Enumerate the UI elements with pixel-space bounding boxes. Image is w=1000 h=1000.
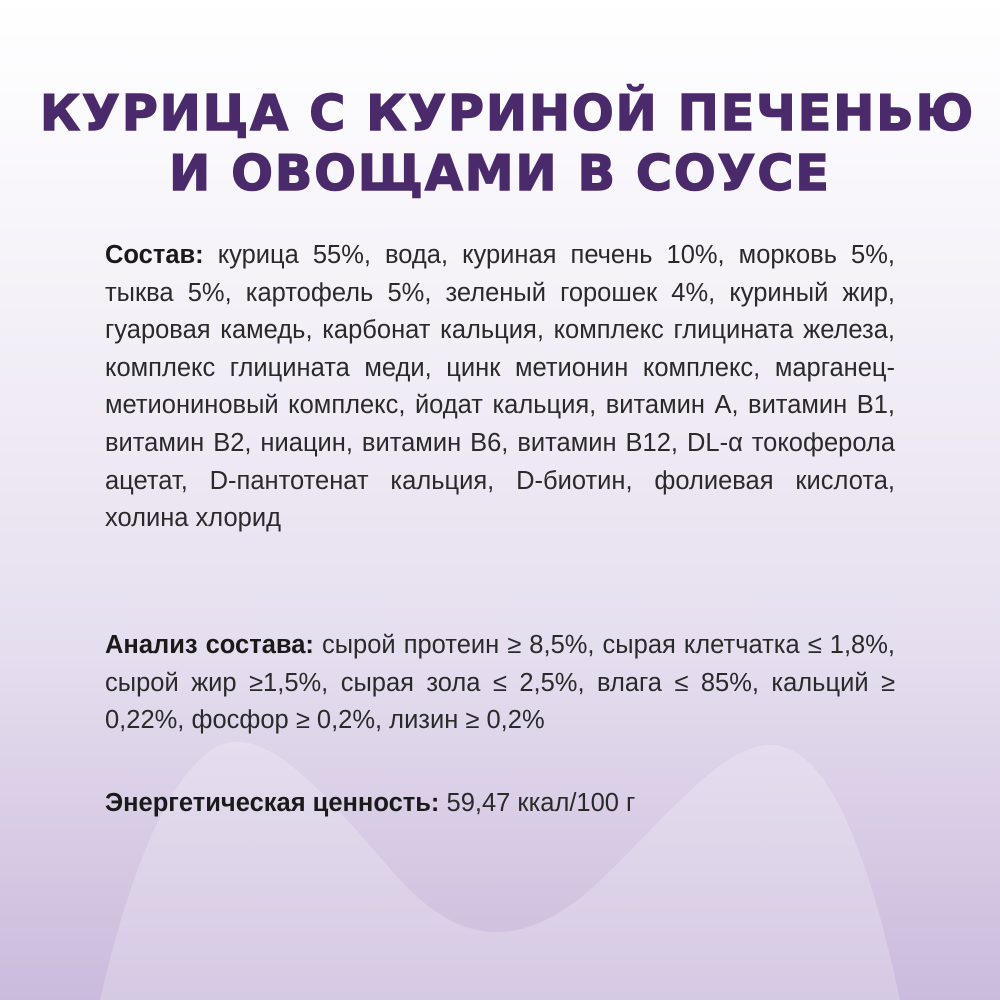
composition-paragraph xyxy=(105,237,895,538)
energy-paragraph xyxy=(105,785,895,823)
composition-label: Состав: xyxy=(105,241,204,269)
energy-value: 59,47 ккал/100 г xyxy=(446,789,636,817)
analysis-text: сырой протеин ≥ 8,5%, сырая клетчатка ≤ 1,8%, сырой жир ≥1,5%, сырая зола ≤ 2,5%, влага ≤ 85%, кальций ≥ 0,22%, фосфор ≥ 0,2%, лизин ≥ 0,2% xyxy=(105,631,895,735)
analysis-paragraph xyxy=(105,627,895,740)
product-title xyxy=(40,84,976,204)
composition-text: курица 55%, вода, куриная печень 10%, морковь 5%, тыква 5%, картофель 5%, зеленый горошек 4%, куриный жир, гуаровая камедь, карбонат кальция, комплекс глицината железа, комплекс глицината меди, цинк метионин комплекс, марганец-метиониновый комплекс, йодат кальция, витамин A, витамин B1, витамин B2, ниацин, витамин B6, витамин B12, DL-α токоферола ацетат, D-пантотенат кальция, D-биотин, фолиевая кислота, холина хлорид xyxy=(105,241,895,533)
title-line-2: И ОВОЩАМИ В СОУСЕ xyxy=(169,145,831,202)
energy-label: Энергетическая ценность: xyxy=(105,789,440,817)
analysis-label: Анализ состава: xyxy=(105,631,314,659)
title-line-1: КУРИЦА С КУРИНОЙ ПЕЧЕНЬЮ xyxy=(40,85,976,142)
